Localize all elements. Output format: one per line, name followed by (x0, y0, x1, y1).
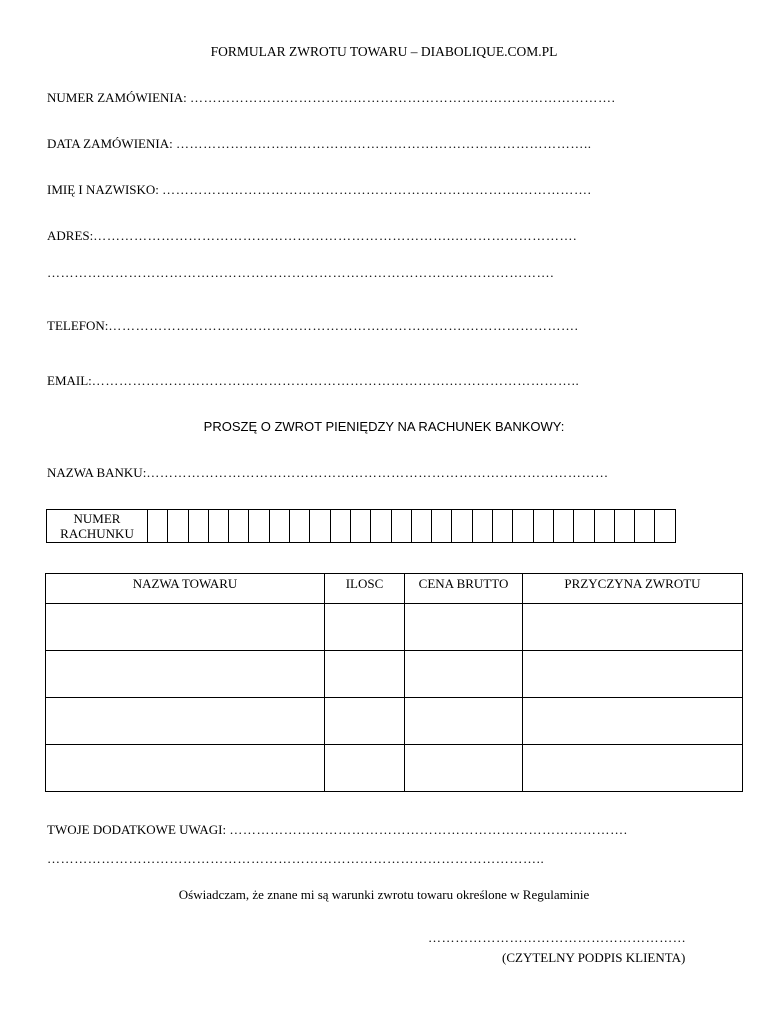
declaration-text: Oświadczam, że znane mi są warunki zwrotu towaru określone w Regulaminie (178, 887, 590, 902)
header-product-name: NAZWA TOWARU (46, 574, 325, 604)
account-digit-box[interactable] (493, 510, 513, 543)
quantity-cell[interactable] (325, 651, 405, 698)
bank-name-field[interactable] (47, 465, 609, 481)
remarks-label: TWOJE DODATKOWE UWAGI: (47, 822, 227, 837)
email-label: EMAIL: (47, 373, 92, 388)
table-row (46, 651, 743, 698)
header-return-reason: PRZYCZYNA ZWROTU (523, 574, 743, 604)
order-date-field[interactable] (47, 136, 592, 152)
form-title: FORMULAR ZWROTU TOWARU – DIABOLIQUE.COM.PL (210, 44, 558, 59)
product-name-cell[interactable] (46, 698, 325, 745)
return-reason-cell[interactable] (523, 604, 743, 651)
table-row (46, 745, 743, 792)
gross-price-cell[interactable] (405, 604, 523, 651)
address-dots: …………………………………………………………………….………………………. (93, 228, 577, 243)
account-digit-box[interactable] (411, 510, 431, 543)
account-digit-box[interactable] (553, 510, 573, 543)
account-digit-box[interactable] (290, 510, 310, 543)
account-digit-box[interactable] (148, 510, 168, 543)
account-digit-box[interactable] (614, 510, 634, 543)
gross-price-cell[interactable] (405, 698, 523, 745)
account-digit-box[interactable] (655, 510, 675, 543)
account-number-label (47, 510, 148, 543)
products-header-row (46, 574, 743, 604)
account-digit-box[interactable] (310, 510, 330, 543)
name-label: IMIĘ I NAZWISKO: (47, 182, 159, 197)
signature-line[interactable]: ………………………………………………… (428, 930, 687, 945)
account-digit-box[interactable] (269, 510, 289, 543)
order-number-dots: …………………………………………………………………………………. (189, 90, 616, 105)
name-field[interactable] (47, 182, 591, 198)
account-digit-box[interactable] (594, 510, 614, 543)
signature-caption: (CZYTELNY PODPIS KLIENTA) (502, 950, 686, 965)
address-line2-dots: …………………………………………………………………………………………………. (47, 265, 555, 280)
account-digit-box[interactable] (188, 510, 208, 543)
return-reason-cell[interactable] (523, 651, 743, 698)
account-number-grid (46, 509, 676, 543)
order-date-dots: ……………………………………………………………………………….. (175, 136, 592, 151)
account-digit-box[interactable] (472, 510, 492, 543)
gross-price-cell[interactable] (405, 745, 523, 792)
quantity-cell[interactable] (325, 604, 405, 651)
phone-dots: …………………………………………………………………….……………………. (108, 318, 579, 333)
account-label-line1: NUMER (73, 511, 121, 526)
account-digit-box[interactable] (635, 510, 655, 543)
email-dots: …………………………………………………………………….……………………….. (91, 373, 580, 388)
account-digit-box[interactable] (574, 510, 594, 543)
product-name-cell[interactable] (46, 604, 325, 651)
account-digit-box[interactable] (330, 510, 350, 543)
email-field[interactable] (47, 373, 579, 389)
address-field[interactable] (47, 228, 577, 244)
order-number-label: NUMER ZAMÓWIENIA: (47, 90, 187, 105)
remarks-field[interactable] (47, 822, 628, 838)
account-digit-box[interactable] (229, 510, 249, 543)
account-digit-box[interactable] (432, 510, 452, 543)
bank-name-label: NAZWA BANKU: (47, 465, 147, 480)
remarks-line2-dots: ……………………………………………………………………………………………….. (47, 851, 545, 866)
header-gross-price: CENA BRUTTO (405, 574, 523, 604)
address-label: ADRES: (47, 228, 94, 243)
address-line2-field[interactable] (47, 265, 554, 281)
account-digit-box[interactable] (350, 510, 370, 543)
account-digit-box[interactable] (513, 510, 533, 543)
header-quantity: ILOSC (325, 574, 405, 604)
bank-name-dots: ………………………………………………………………………………………… (146, 465, 609, 480)
return-reason-cell[interactable] (523, 745, 743, 792)
refund-request-heading: PROSZĘ O ZWROT PIENIĘDZY NA RACHUNEK BANKOWY: (203, 419, 565, 434)
account-digit-box[interactable] (208, 510, 228, 543)
order-number-field[interactable] (47, 90, 615, 106)
table-row (46, 604, 743, 651)
account-digit-box[interactable] (168, 510, 188, 543)
account-digit-box[interactable] (249, 510, 269, 543)
name-dots: …………………………………………………………………….……………. (162, 182, 592, 197)
products-table (45, 573, 743, 792)
product-name-cell[interactable] (46, 651, 325, 698)
phone-label: TELEFON: (47, 318, 109, 333)
return-reason-cell[interactable] (523, 698, 743, 745)
account-digit-box[interactable] (371, 510, 391, 543)
quantity-cell[interactable] (325, 698, 405, 745)
remarks-dots: ……………………………………………………………………………. (229, 822, 628, 837)
account-digit-box[interactable] (391, 510, 411, 543)
account-digit-box[interactable] (452, 510, 472, 543)
product-name-cell[interactable] (46, 745, 325, 792)
remarks-line2-field[interactable] (47, 851, 544, 867)
gross-price-cell[interactable] (405, 651, 523, 698)
account-digit-box[interactable] (533, 510, 553, 543)
quantity-cell[interactable] (325, 745, 405, 792)
account-label-line2: RACHUNKU (60, 526, 134, 541)
table-row (46, 698, 743, 745)
order-date-label: DATA ZAMÓWIENIA: (47, 136, 173, 151)
phone-field[interactable] (47, 318, 579, 334)
